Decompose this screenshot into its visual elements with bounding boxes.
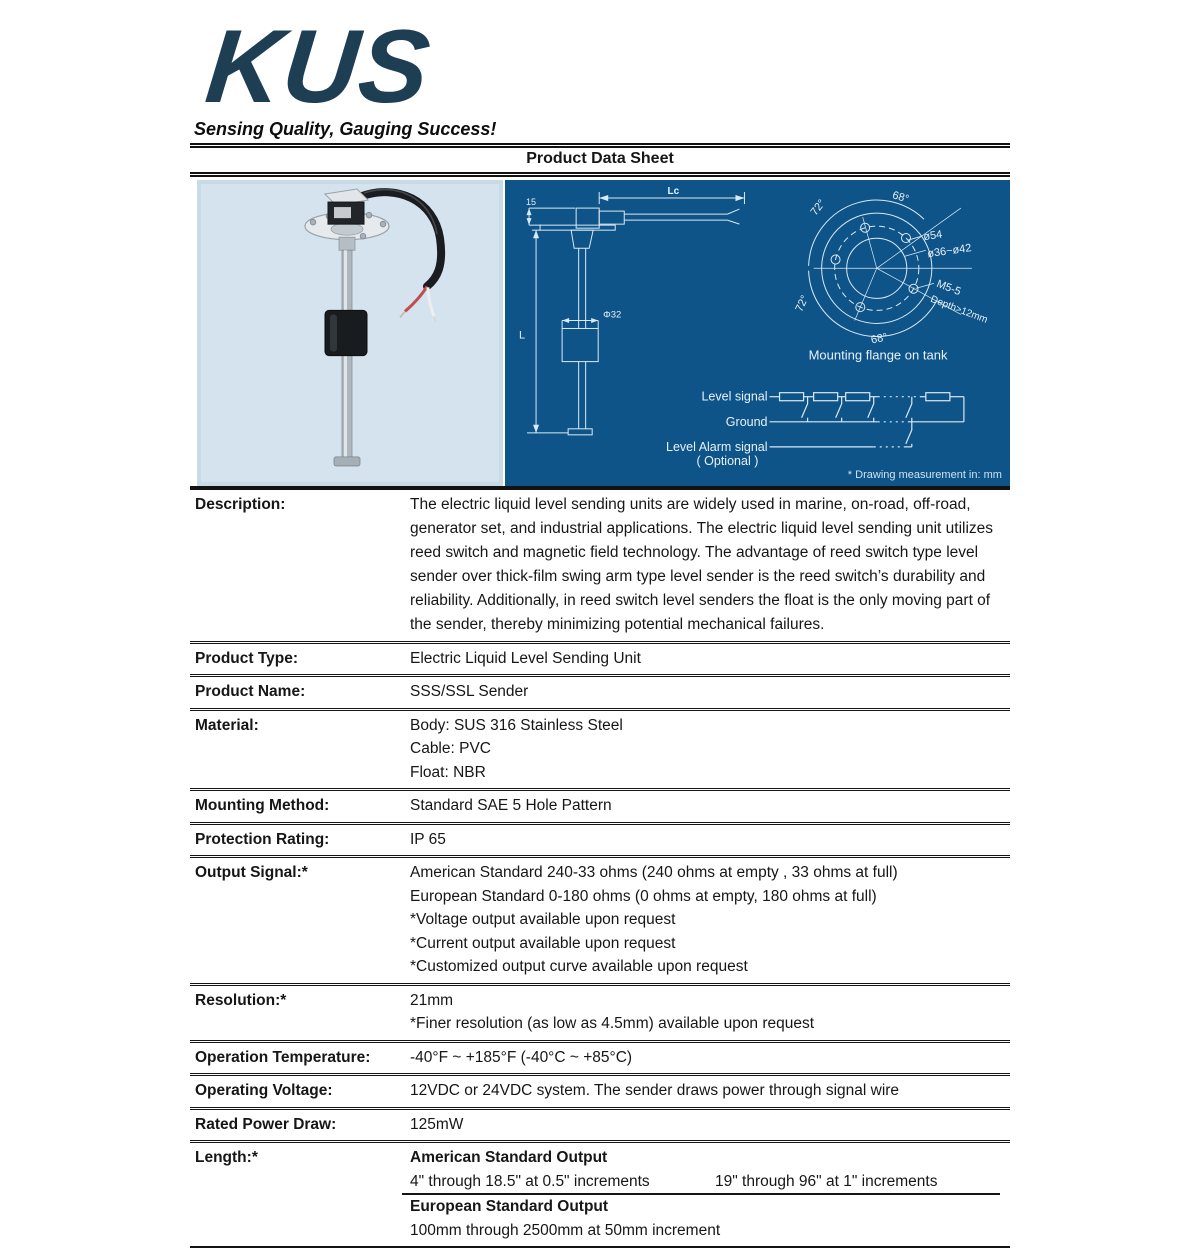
flange-angle-lower-left: 72°: [793, 293, 812, 314]
spec-value: IP 65: [410, 830, 446, 848]
circuit-alarm-note: ( Optional ): [696, 453, 759, 468]
spec-label: Operating Voltage:: [195, 1082, 333, 1100]
product-photo-illustration: [197, 180, 503, 486]
spec-row-length: [190, 1140, 1010, 1246]
flange-angle-upper-left: 72°: [808, 197, 829, 218]
spec-value: SSS/SSL Sender: [410, 683, 529, 701]
flange-screw: [366, 212, 372, 218]
spec-label: Length:*: [195, 1149, 258, 1167]
circuit-ground-label: Ground: [725, 414, 768, 429]
flange-screw: [380, 221, 386, 227]
spec-label: Output Signal:*: [195, 864, 308, 882]
spec-label: Operation Temperature:: [195, 1048, 371, 1066]
dim-15-label: 15: [526, 196, 537, 207]
drawing-footnote: * Drawing measurement in: mm: [847, 468, 1002, 481]
output-current-note: *Current output available upon request: [410, 934, 676, 952]
resolution-value: 21mm: [410, 991, 454, 1009]
description-text: The electric liquid level sending units are widely used in marine, on-road, off-road, generator set, and industrial applications. The electric liquid level sending unit utilizes reed switch and magnetic field technology. The advantage of reed switch type level sender over thick-film swing arm type level sender is the reed switch’s durability and reliability. Additionally, in reed switch level senders the float is the only moving part of the sender, thereby minimizing potential mechanical failures.: [410, 495, 994, 633]
kus-logo: KUS: [201, 9, 436, 125]
spec-value: Standard SAE 5 Hole Pattern: [410, 797, 612, 815]
circuit-alarm-label: Level Alarm signal: [666, 439, 768, 454]
spec-row-rated-power-draw: [190, 1107, 1010, 1141]
technical-drawing: [505, 180, 1010, 486]
spec-value: 125mW: [410, 1115, 464, 1133]
flange-thread-depth-label: Depth>12mm: [928, 293, 990, 326]
document-title-bar: [190, 143, 1010, 177]
spec-value: [402, 1143, 1010, 1246]
output-european: European Standard 0-180 ohms (0 ohms at empty, 180 ohms at full): [410, 887, 877, 905]
spec-row-mounting-method: [190, 788, 1010, 822]
head-label: [334, 207, 351, 218]
spec-value: -40°F ~ +185°F (-40°C ~ +85°C): [410, 1048, 633, 1066]
spec-value: Electric Liquid Level Sending Unit: [410, 649, 641, 667]
length-american-small: 4" through 18.5" at 0.5" increments: [410, 1172, 650, 1190]
technical-drawing-panel: [505, 180, 1010, 486]
bottom-stop: [334, 457, 360, 466]
spec-value: [402, 986, 1010, 1040]
output-custom-note: *Customized output curve available upon request: [410, 958, 748, 976]
material-cable: Cable: PVC: [410, 740, 491, 758]
spec-row-resolution: [190, 983, 1010, 1040]
spec-row-operation-temperature: [190, 1040, 1010, 1074]
spec-row-product-type: [190, 641, 1010, 675]
spec-label: Mounting Method:: [195, 797, 330, 815]
spec-row-output-signal: [190, 855, 1010, 983]
flange-angle-lower-right: 68°: [869, 330, 889, 347]
length-american-header: American Standard Output: [410, 1149, 608, 1167]
spec-label: Description:: [195, 495, 286, 513]
spec-label: Product Type:: [195, 649, 299, 667]
spec-label: Material:: [195, 716, 259, 734]
dim-phi32-label: Φ32: [603, 309, 622, 321]
dim-l-label: L: [519, 329, 526, 342]
spec-value: 12VDC or 24VDC system. The sender draws power through signal wire: [410, 1082, 900, 1100]
length-european-range: 100mm through 2500mm at 50mm increment: [410, 1221, 721, 1239]
flange-angle-upper-right: 68°: [890, 189, 911, 206]
length-american-ranges: [410, 1170, 1000, 1194]
brand-tagline: Sensing Quality, Gauging Success!: [194, 118, 497, 139]
neck: [339, 237, 355, 250]
data-sheet-page: [190, 0, 1010, 1248]
spec-label: Protection Rating:: [195, 830, 330, 848]
circuit-level-signal-label: Level signal: [701, 389, 768, 404]
length-european-header: European Standard Output: [402, 1193, 1000, 1219]
flange-caption: Mounting flange on tank: [808, 347, 948, 363]
resolution-note: *Finer resolution (as low as 4.5mm) available upon request: [410, 1015, 815, 1033]
spec-label: Resolution:*: [195, 991, 287, 1009]
spec-row-protection-rating: [190, 822, 1010, 856]
spec-row-description: [190, 490, 1010, 641]
dim-lc-label: Lc: [667, 185, 680, 197]
brand-header: [190, 0, 1010, 140]
length-american-large: 19" through 96" at 1" increments: [715, 1172, 938, 1190]
document-title: Product Data Sheet: [526, 149, 674, 167]
flange-bolt-circle-label: ø54: [922, 228, 944, 243]
spec-row-operating-voltage: [190, 1073, 1010, 1107]
spec-row-material: [190, 708, 1010, 789]
flange-screw: [310, 219, 316, 225]
flange-center-hole-label: ø36~ø42: [926, 241, 973, 260]
spec-table: [190, 490, 1010, 1248]
spec-value: [402, 711, 1010, 789]
spec-value: [402, 490, 1010, 641]
spec-label: Product Name:: [195, 683, 306, 701]
material-body: Body: SUS 316 Stainless Steel: [410, 716, 623, 734]
spec-value: [402, 858, 1010, 983]
figure-band: [190, 177, 1010, 490]
product-photo-panel: [197, 180, 503, 486]
output-voltage-note: *Voltage output available upon request: [410, 911, 676, 929]
output-american: American Standard 240-33 ohms (240 ohms at empty , 33 ohms at full): [410, 864, 898, 882]
flange-screw: [360, 233, 366, 239]
material-float: Float: NBR: [410, 763, 486, 781]
spec-row-product-name: [190, 674, 1010, 708]
spec-label: Rated Power Draw:: [195, 1115, 337, 1133]
flange-thread-label: M5-5: [934, 277, 963, 298]
